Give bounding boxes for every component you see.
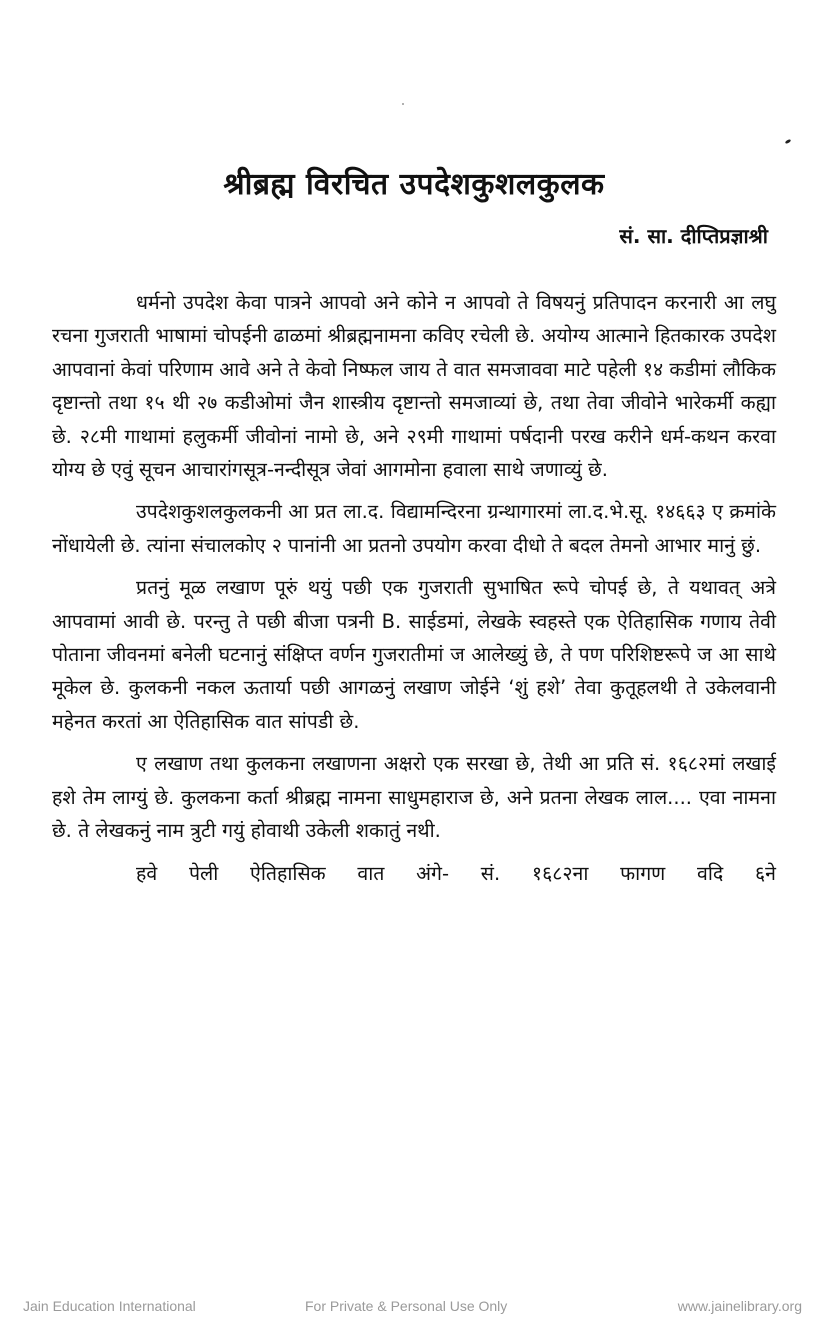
page-footer	[0, 1298, 828, 1318]
footer-usage-notice: For Private & Personal Use Only	[305, 1298, 508, 1314]
page-title	[0, 162, 828, 203]
paragraph-2: उपदेशकुशलकुलकनी आ प्रत ला.द. विद्यामन्दिरना ग्रन्थागारमां ला.द.भे.सू. १४६६३ ए क्रमांके नोंधायेली छे. त्यांना संचालकोए २ पानांनी आ प्रतनो उपयोग करवा दीधो ते बदल तेमनो आभार मानुं छुं.	[52, 500, 776, 557]
title-text: श्रीब्रह्म विरचित उपदेशकुशलकुलक	[223, 167, 605, 202]
paragraph-4: ए लखाण तथा कुलकना लखाणना अक्षरो एक सरखा छे, तेथी आ प्रति सं. १६८२मां लखाई हशे तेम लाग्युं छे. कुलकना कर्ता श्रीब्रह्म नामना साधुमहाराज छे, अने प्रतना लेखक लाल.... एवा नामना छे. ते लेखकनुं नाम त्रुटी गयुं होवाथी उकेली शकातुं नथी.	[52, 752, 776, 843]
editor-credit: सं. सा. दीप्तिप्रज्ञाश्री	[619, 224, 768, 248]
scan-speck	[785, 139, 792, 145]
scan-speck	[402, 103, 404, 105]
article-body	[52, 286, 776, 890]
footer-publisher: Jain Education International	[23, 1298, 196, 1314]
paragraph-3: प्रतनुं मूळ लखाण पूरुं थयुं पछी एक गुजराती सुभाषित रूपे चोपई छे, ते यथावत् अत्रे आपवामां आवी छे. परन्तु ते पछी बीजा पत्रनी B. साईडमां, लेखके स्वहस्ते एक ऐतिहासिक गणाय तेवी पोताना जीवनमां बनेली घटनानुं संक्षिप्त वर्णन गुजरातीमां ज आलेख्युं छे, ते पण परिशिष्टरूपे ज आ साथे मूकेल छे. कुलकनी नकल ऊतार्या पछी आगळनुं लखाण जोईने ‘शुं हशे’ तेवा कुतूहलथी ते उकेलवानी महेनत करतां आ ऐतिहासिक वात सांपडी छे.	[52, 576, 776, 733]
paragraph-5: हवे पेली ऐतिहासिक वात अंगे- सं. १६८२ना फागण वदि ६ने	[136, 861, 776, 885]
paragraph-1: धर्मनो उपदेश केवा पात्रने आपवो अने कोने न आपवो ते विषयनुं प्रतिपादन करनारी आ लघु रचना गुजराती भाषामां चोपईनी ढाळमां श्रीब्रह्मनामना कविए रचेली छे. अयोग्य आत्माने हितकारक उपदेश आपवानां केवां परिणाम आवे अने ते केवो निष्फल जाय ते वात समजाववा माटे पहेली १४ कडीमां लौकिक दृष्टान्तो तथा १५ थी २७ कडीओमां जैन शास्त्रीय दृष्टान्तो समजाव्यां छे, तथा तेवा जीवोने भारेकर्मी कह्या छे. २८मी गाथामां हलुकर्मी जीवोनां नामो छे, अने २९मी गाथामां पर्षदानी परख करीने धर्म-कथन करवा योग्य छे एवुं सूचन आचारांगसूत्र-नन्दीसूत्र जेवां आगमोना हवाला साथे जणाव्युं छे.	[52, 291, 776, 482]
footer-website-link[interactable]: www.jainelibrary.org	[677, 1298, 802, 1314]
